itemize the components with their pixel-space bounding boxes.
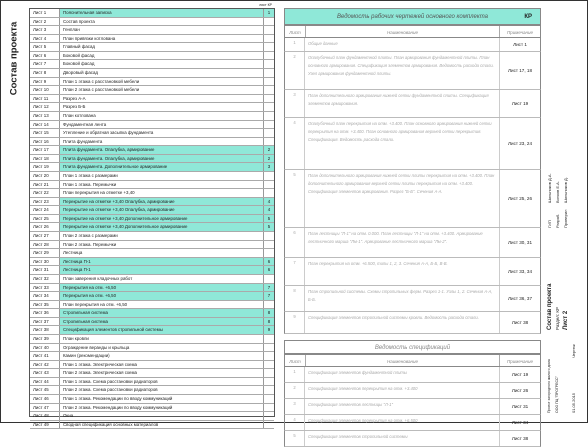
register-row-note: Лист 30, 31	[507, 240, 533, 245]
composition-sheet-name: Перекрытия на отм. +6,50	[60, 292, 264, 300]
composition-kr-sheet	[264, 412, 274, 420]
composition-kr-sheet	[264, 69, 274, 77]
composition-row	[30, 344, 274, 353]
composition-kr-sheet: 8	[264, 318, 274, 326]
composition-sheet-no: Лист 38	[30, 326, 60, 334]
register-row-text: План дополнительного армирования нижней сетки фундаментной плиты. Спецификация элементов армирования.	[305, 90, 500, 117]
composition-row	[30, 266, 274, 275]
composition-row	[30, 129, 274, 138]
composition-kr-sheet	[264, 52, 274, 60]
composition-sheet-name: Главный фасад	[60, 43, 264, 51]
composition-sheet-name: Окна	[60, 412, 264, 420]
register-row-number: 5	[285, 170, 305, 227]
composition-sheet-no: Лист 46	[30, 395, 60, 403]
composition-row	[30, 163, 274, 172]
composition-kr-sheet	[264, 386, 274, 394]
composition-kr-sheet	[264, 43, 274, 51]
composition-kr-sheet	[264, 404, 274, 412]
composition-row	[30, 198, 274, 207]
spec-header-sheet: Лист	[285, 355, 306, 366]
composition-sheet-no: Лист 5	[30, 43, 60, 51]
composition-sheet-name: План 2 этажа с размерами	[60, 232, 264, 240]
composition-kr-sheet: 5	[264, 223, 274, 231]
composition-kr-sheet: 4	[264, 206, 274, 214]
composition-sheet-no: Лист 43	[30, 369, 60, 377]
composition-sheet-name: План 2 этажа. Электрическая схема	[60, 369, 264, 377]
composition-kr-sheet: 2	[264, 146, 274, 154]
composition-sheet-name: Разрез Б-Б	[60, 103, 264, 111]
composition-row	[30, 404, 274, 413]
composition-table	[29, 3, 275, 427]
composition-sheet-name: Лестница П-1	[60, 258, 264, 266]
composition-sheet-no: Лист 33	[30, 284, 60, 292]
register-row	[284, 38, 541, 52]
register-row-number: 7	[285, 258, 305, 285]
composition-sheet-name: Фундаментная лента	[60, 121, 264, 129]
spec-row-text: Спецификация элементов перекрытия на отм. +6.500	[305, 415, 500, 430]
composition-kr-sheet	[264, 138, 274, 146]
composition-kr-sheet	[264, 301, 274, 309]
composition-sheet-name: План 1 этажа. Перемычки	[60, 181, 264, 189]
register-row-text: План перекрытия на отм. +6.500, типы 1, 2, 3. Сечения А-А, Б-Б, В-В.	[305, 258, 500, 285]
composition-row	[30, 292, 274, 301]
composition-sheet-name: Стропильная система	[60, 318, 264, 326]
spec-row	[284, 415, 541, 431]
composition-kr-sheet: 1	[264, 9, 274, 17]
composition-sheet-no: Лист 16	[30, 138, 60, 146]
composition-row	[30, 189, 274, 198]
register-row	[284, 312, 541, 334]
composition-sheet-no: Лист 12	[30, 103, 60, 111]
composition-row	[30, 35, 274, 44]
composition-sheet-name: Стропильная система	[60, 309, 264, 317]
register-row-note: Лист 33, 34	[507, 269, 533, 274]
composition-sheet-no: Лист 7	[30, 60, 60, 68]
composition-sheet-no: Лист 4	[30, 35, 60, 43]
composition-sheet-no: Лист 36	[30, 309, 60, 317]
stamp-project: Проект загородного жилого дома	[547, 359, 551, 413]
spec-title: Ведомость спецификаций	[284, 340, 541, 354]
composition-sheet-name: План котлована	[60, 112, 264, 120]
composition-sheet-name: Перекрытие на отметке +3,40 Опалубка, армирование	[60, 198, 264, 206]
spec-row	[284, 431, 541, 447]
register-title-text: Ведомость рабочих чертежей основного комплекта	[336, 14, 489, 20]
composition-kr-sheet	[264, 189, 274, 197]
stamp-sheet: Лист 2	[563, 310, 569, 330]
composition-kr-sheet: 6	[264, 266, 274, 274]
composition-sheet-name: План перекрытия на отм. +6,50	[60, 301, 264, 309]
composition-kr-sheet	[264, 172, 274, 180]
composition-sheet-name: План 1 этажа с размерами	[60, 172, 264, 180]
spec-row-number: 3	[285, 399, 305, 414]
composition-row	[30, 378, 274, 387]
composition-sheet-name: Плита фундамента. Опалубка, армирование	[60, 155, 264, 163]
register-row	[284, 118, 541, 170]
sheet-title: Состав проекта	[8, 21, 20, 96]
composition-row	[30, 309, 274, 318]
spec-row	[284, 367, 541, 383]
composition-sheet-name: Перекрытия на отм. +6,50	[60, 284, 264, 292]
composition-row	[30, 18, 274, 27]
register-row	[284, 52, 541, 90]
composition-sheet-name: План 1 этажа. Рекомендации по вводу коммуникаций	[60, 395, 264, 403]
composition-sheet-no: Лист 49	[30, 421, 60, 429]
composition-row	[30, 412, 274, 421]
composition-row	[30, 146, 274, 155]
composition-kr-sheet: 3	[264, 163, 274, 171]
header-note: Примечание	[507, 30, 533, 35]
composition-sheet-no: Лист 6	[30, 52, 60, 60]
composition-sheet-name: План 2 этажа с расстановкой мебели	[60, 86, 264, 94]
spec-header-note: Примечание	[507, 359, 533, 364]
composition-row	[30, 112, 274, 121]
composition-kr-sheet: 4	[264, 198, 274, 206]
header-sheet: Лист	[285, 26, 306, 37]
composition-sheet-no: Лист 27	[30, 232, 60, 240]
register-row-text: Общие данные	[305, 38, 500, 51]
register-row-number: 1	[285, 38, 305, 51]
composition-kr-sheet	[264, 78, 274, 86]
sheet-title-vertical	[4, 7, 24, 117]
composition-kr-sheet: 9	[264, 326, 274, 334]
register-row	[284, 258, 541, 286]
composition-sheet-name: Сводная спецификация основных материалов	[60, 421, 264, 429]
register-row	[284, 286, 541, 312]
composition-sheet-name: Дворовый фасад	[60, 69, 264, 77]
composition-sheet-name: Спецификация элементов стропильной системы	[60, 326, 264, 334]
composition-sheet-no: Лист 40	[30, 344, 60, 352]
composition-sheet-name: Перекрытие на отметке +3,40 Дополнительное армирование	[60, 215, 264, 223]
composition-sheet-no: Лист 31	[30, 266, 60, 274]
stamp-company: ООО ПЦ "ПРОГРЕСС"	[555, 376, 559, 413]
stamp-format: Чертеж	[571, 344, 576, 358]
composition-kr-sheet	[264, 241, 274, 249]
composition-row	[30, 318, 274, 327]
composition-row	[30, 421, 274, 430]
register-row-number: 2	[285, 52, 305, 89]
register-row-number: 6	[285, 228, 305, 257]
composition-sheet-no: Лист 41	[30, 352, 60, 360]
composition-row	[30, 258, 274, 267]
composition-row	[30, 215, 274, 224]
composition-sheet-no: Лист 14	[30, 121, 60, 129]
composition-sheet-name: План 2 этажа. Схема расстановки радиаторов	[60, 386, 264, 394]
spec-row-number: 5	[285, 431, 305, 446]
composition-row	[30, 121, 274, 130]
composition-sheet-no: Лист 42	[30, 361, 60, 369]
stamp-doc-title: Состав проекта	[547, 283, 553, 330]
register-row	[284, 170, 541, 228]
register-row-text: План стропильной системы. Схемы стропильных ферм. Разрез 1-1. Узлы 1, 2. Сечения А-А, Б-Б.	[305, 286, 500, 311]
stamp-role-3: Проверил	[563, 209, 568, 228]
composition-kr-sheet	[264, 60, 274, 68]
composition-kr-sheet: 7	[264, 292, 274, 300]
composition-sheet-name: Боковой фасад	[60, 52, 264, 60]
register-row-text: План лестницы "Л-1" на отм. 0.000. План лестницы "Л-1" на отм. +3.400. Армирование лестничного марша "Лм-1". Армирование лестничного марша "Лм-2".	[305, 228, 500, 257]
stamp-role-2: Разраб.	[555, 213, 560, 228]
composition-sheet-no: Лист 1	[30, 9, 60, 17]
register-title	[284, 8, 541, 25]
composition-row	[30, 275, 274, 284]
composition-sheet-name: Ограждение веранды и крыльца	[60, 344, 264, 352]
spec-row-note: Лист 38	[511, 436, 529, 441]
composition-row	[30, 241, 274, 250]
composition-kr-sheet	[264, 232, 274, 240]
composition-sheet-no: Лист 37	[30, 318, 60, 326]
composition-kr-sheet: 8	[264, 309, 274, 317]
composition-sheet-name: План 1 этажа с расстановкой мебели	[60, 78, 264, 86]
composition-row	[30, 335, 274, 344]
composition-sheet-no: Лист 30	[30, 258, 60, 266]
composition-row	[30, 206, 274, 215]
composition-kr-sheet: 2	[264, 155, 274, 163]
composition-row	[30, 301, 274, 310]
composition-sheet-no: Лист 47	[30, 404, 60, 412]
register-row-note: Лист 1	[513, 42, 527, 47]
composition-sheet-name: Пояснительная записка	[60, 9, 264, 17]
composition-kr-sheet	[264, 181, 274, 189]
stamp-role-1: ГИП	[547, 220, 552, 228]
composition-sheet-no: Лист 45	[30, 386, 60, 394]
composition-sheet-no: Лист 26	[30, 223, 60, 231]
composition-sheet-no: Лист 3	[30, 26, 60, 34]
composition-sheet-name: План кровли	[60, 335, 264, 343]
composition-sheet-no: Лист 23	[30, 198, 60, 206]
register-row-number: 9	[285, 312, 305, 333]
composition-caption: лист КР	[259, 3, 272, 7]
composition-sheet-no: Лист 34	[30, 292, 60, 300]
register-row	[284, 90, 541, 118]
register-row	[284, 228, 541, 258]
composition-sheet-name: План 2 этажа. Перемычки	[60, 241, 264, 249]
composition-sheet-name: Утепление и обратная засыпка фундамента	[60, 129, 264, 137]
composition-kr-sheet	[264, 95, 274, 103]
composition-row	[30, 361, 274, 370]
composition-kr-sheet	[264, 395, 274, 403]
spec-row-text: Спецификация элементов лестницы "Л-1"	[305, 399, 500, 414]
register-row-note: Лист 19	[511, 101, 529, 106]
composition-sheet-name: План 1 этажа. Электрическая схема	[60, 361, 264, 369]
spec-row-note: Лист 34	[511, 420, 529, 425]
composition-row	[30, 86, 274, 95]
spec-row-number: 4	[285, 415, 305, 430]
composition-sheet-no: Лист 21	[30, 181, 60, 189]
spec-row-text: Спецификация элементов перекрытия на отм. +3.400	[305, 383, 500, 398]
register-row-note: Лист 36, 37	[507, 296, 533, 301]
composition-kr-sheet	[264, 103, 274, 111]
spec-row-text: Спецификация элементов фундаментной плиты	[305, 367, 500, 382]
spec-row-text: Спецификация элементов стропильной системы	[305, 431, 500, 446]
composition-kr-sheet	[264, 275, 274, 283]
composition-sheet-name: Генплан	[60, 26, 264, 34]
composition-sheet-no: Лист 35	[30, 301, 60, 309]
composition-kr-sheet	[264, 369, 274, 377]
composition-row	[30, 326, 274, 335]
stamp-name-3: Шильников Д.	[563, 177, 568, 203]
composition-sheet-name: Плита фундамента. Дополнительное армирование	[60, 163, 264, 171]
title-block	[545, 8, 585, 417]
composition-sheet-name: План заверения кладочных работ	[60, 275, 264, 283]
composition-sheet-no: Лист 48	[30, 412, 60, 420]
composition-sheet-name: Плита фундамента. Опалубка, армирование	[60, 146, 264, 154]
composition-sheet-name: Разрез А-А	[60, 95, 264, 103]
composition-row	[30, 395, 274, 404]
composition-sheet-name: Состав проекта	[60, 18, 264, 26]
composition-kr-sheet	[264, 344, 274, 352]
composition-sheet-no: Лист 10	[30, 86, 60, 94]
composition-sheet-name: Боковой фасад	[60, 60, 264, 68]
register-row-text: Опалубочный план фундаментной плиты. План армирования фундаментной плиты. План основного армирования. Спецификация элементов армирования. Ведомость расхода стали. Узел армирования фундаментной плиты.	[305, 52, 500, 89]
register-row-text: Спецификация элементов стропильной системы кровли. Ведомость расхода стали.	[305, 312, 500, 333]
composition-row	[30, 155, 274, 164]
composition-kr-sheet	[264, 335, 274, 343]
spec-header	[284, 354, 541, 367]
composition-sheet-no: Лист 13	[30, 112, 60, 120]
composition-sheet-no: Лист 19	[30, 163, 60, 171]
register-row-number: 3	[285, 90, 305, 117]
composition-sheet-no: Лист 18	[30, 155, 60, 163]
composition-row	[30, 95, 274, 104]
composition-sheet-name: План перекрытия на отметке +3,40	[60, 189, 264, 197]
composition-sheet-no: Лист 44	[30, 378, 60, 386]
composition-row	[30, 138, 274, 147]
composition-row	[30, 78, 274, 87]
composition-kr-sheet	[264, 35, 274, 43]
composition-row	[30, 172, 274, 181]
composition-sheet-name: Перекрытие на отметке +3,40 Дополнительное армирование	[60, 223, 264, 231]
register-header	[284, 25, 541, 38]
composition-row	[30, 103, 274, 112]
composition-row	[30, 352, 274, 361]
composition-kr-sheet	[264, 352, 274, 360]
composition-sheet-no: Лист 32	[30, 275, 60, 283]
composition-sheet-name: Плита фундамента	[60, 138, 264, 146]
composition-sheet-no: Лист 25	[30, 215, 60, 223]
composition-sheet-no: Лист 15	[30, 129, 60, 137]
composition-row	[30, 369, 274, 378]
composition-kr-sheet	[264, 249, 274, 257]
composition-sheet-name: План привязки котлована	[60, 35, 264, 43]
composition-row	[30, 9, 274, 18]
composition-sheet-name: Камин (рекомендации)	[60, 352, 264, 360]
spec-row-note: Лист 19	[511, 372, 529, 377]
composition-kr-sheet	[264, 112, 274, 120]
spec-row-number: 1	[285, 367, 305, 382]
composition-kr-sheet	[264, 378, 274, 386]
spec-row-number: 2	[285, 383, 305, 398]
composition-row	[30, 52, 274, 61]
composition-sheet-no: Лист 17	[30, 146, 60, 154]
header-name: Наименование	[306, 26, 500, 37]
composition-row	[30, 249, 274, 258]
composition-sheet-name: Перекрытие на отметке +3,40 Опалубка, армирование	[60, 206, 264, 214]
composition-row	[30, 223, 274, 232]
composition-sheet-no: Лист 2	[30, 18, 60, 26]
register-row-text: План дополнительного армирования нижней сетки плиты перекрытия на отм. +3.400. План дополнительного армирования верхней сетки плиты перекрытия на отм. +3.400. Спецификация элементов армирования. Разрез "Б-Б". Сечения А-А.	[305, 170, 500, 227]
spec-row-note: Лист 26	[511, 388, 529, 393]
composition-sheet-no: Лист 29	[30, 249, 60, 257]
register-row-note: Лист 25, 26	[507, 196, 533, 201]
stamp-section: Раздел: КР	[555, 307, 560, 330]
register-row-number: 4	[285, 118, 305, 169]
stamp-name-2: Волков Е.А.	[555, 181, 560, 203]
composition-sheet-no: Лист 11	[30, 95, 60, 103]
composition-kr-sheet	[264, 421, 274, 429]
composition-kr-sheet	[264, 18, 274, 26]
composition-sheet-no: Лист 28	[30, 241, 60, 249]
composition-kr-sheet	[264, 121, 274, 129]
spec-row	[284, 383, 541, 399]
composition-row	[30, 181, 274, 190]
composition-row	[30, 232, 274, 241]
register-row-text: Опалубочный план перекрытия на отм. +3.400. План основного армирования нижней сетки перекрытия на отм. +3.400. План основного армирования верхней сетки перекрытия. Спецификация. Ведомость расхода стали.	[305, 118, 500, 169]
composition-kr-sheet: 6	[264, 258, 274, 266]
stamp-date: 01.05.2015	[571, 392, 576, 413]
drawings-register	[284, 8, 541, 441]
spec-header-name: Наименование	[306, 355, 500, 366]
composition-kr-sheet: 7	[264, 284, 274, 292]
composition-sheet-no: Лист 8	[30, 69, 60, 77]
composition-sheet-no: Лист 39	[30, 335, 60, 343]
composition-row	[30, 26, 274, 35]
composition-sheet-name: Лестница П-1	[60, 266, 264, 274]
composition-sheet-name: План 1 этажа. Схема расстановки радиаторов	[60, 378, 264, 386]
composition-kr-sheet	[264, 26, 274, 34]
composition-row	[30, 386, 274, 395]
register-row-number: 8	[285, 286, 305, 311]
composition-kr-sheet	[264, 86, 274, 94]
register-code: КР	[524, 14, 532, 20]
spec-row	[284, 399, 541, 415]
spec-row-note: Лист 31	[511, 404, 529, 409]
stamp-name-1: Шильников Д.А.	[547, 173, 552, 203]
composition-kr-sheet: 5	[264, 215, 274, 223]
composition-row	[30, 43, 274, 52]
composition-sheet-no: Лист 22	[30, 189, 60, 197]
register-row-note: Лист 17, 18	[507, 68, 533, 73]
composition-sheet-no: Лист 24	[30, 206, 60, 214]
composition-sheet-name: Лестница	[60, 249, 264, 257]
composition-sheet-no: Лист 20	[30, 172, 60, 180]
composition-sheet-name: План 2 этажа. Рекомендации по вводу коммуникаций	[60, 404, 264, 412]
composition-row	[30, 60, 274, 69]
composition-kr-sheet	[264, 129, 274, 137]
register-row-note: Лист 23, 24	[507, 141, 533, 146]
composition-row	[30, 284, 274, 293]
composition-row	[30, 69, 274, 78]
composition-kr-sheet	[264, 361, 274, 369]
composition-sheet-no: Лист 9	[30, 78, 60, 86]
register-row-note: Лист 38	[511, 320, 529, 325]
